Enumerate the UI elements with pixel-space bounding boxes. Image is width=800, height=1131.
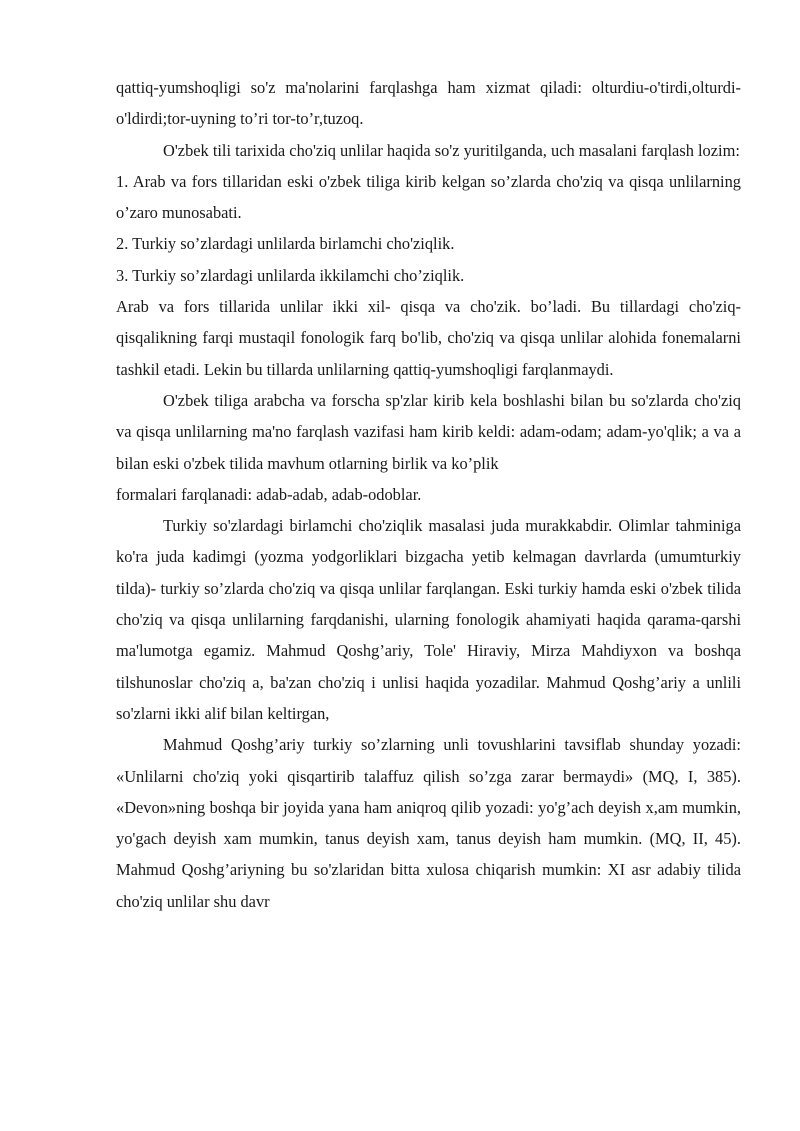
- paragraph-1: qattiq-yumshoqligi so'z ma'nolarini farqlashga ham xizmat qiladi: olturdiu-o'tirdi,olturdi-o'ldirdi;tor-uyning to’ri tor-to’r,tuzoq.: [116, 78, 741, 129]
- paragraph-6: Mahmud Qoshg’ariy turkiy so’zlarning unli tovushlarini tavsiflab shunday yozadi: «Unlilarni cho'ziq yoki qisqartirib talaffuz qilish so’zga zarar bermaydi» (MQ, I, 385). «Devon»ning boshqa bir joyida yana ham aniqroq qilib yozadi: yo'g’ach deyish x,am mumkin, yo'gach deyish xam mumkin, tanus deyish xam, tanus deyish ham mumkin. (MQ, II, 45). Mahmud Qoshg’ariyning bu so'zlaridan bitta xulosa chiqarish mumkin: XI asr adabiy tilida cho'ziq unlilar shu davr: [116, 735, 741, 911]
- document-page: [116, 72, 741, 917]
- paragraph-4: O'zbek tiliga arabcha va forscha sp'zlar kirib kela boshlashi bilan bu so'zlarda cho'ziq va qisqa unlilarning ma'no farqlash vazifasi ham kirib keldi: adam-odam; adam-yo'qlik; a va a bilan eski o'zbek tilida mavhum otlarning birlik va ko’plik: [116, 390, 741, 473]
- list-item-1: 1. Arab va fors tillaridan eski o'zbek tiliga kirib kelgan so’zlarda cho'ziq va qisqa unlilarning o’zaro munosabati.: [116, 171, 741, 223]
- paragraph-3: Arab va fors tillarida unlilar ikki xil- qisqa va cho'zik. bo’ladi. Bu tillardagi cho'ziq-qisqalikning farqi mustaqil fonologik farq bo'lib, cho'ziq va qisqa unlilar alohida fonemalarni tashkil etadi. Lekin bu tillarda unlilarning qattiq-yumshoqligi farqlanmaydi.: [116, 297, 741, 379]
- paragraph-4-continuation: formalari farqlanadi: adab-adab, adab-odoblar.: [116, 484, 422, 504]
- paragraph-2: O'zbek tili tarixida cho'ziq unlilar haqida so'z yuritilganda, uch masalani farqlash lozim:: [163, 140, 740, 160]
- list-item-2: 2. Turkiy so’zlardagi unlilarda birlamchi cho'ziqlik.: [116, 234, 455, 254]
- paragraph-5: Turkiy so'zlardagi birlamchi cho'ziqlik masalasi juda murakkabdir. Olimlar tahminiga ko'ra juda kadimgi (yozma yodgorliklari bizgacha yetib kelmagan davrlarda (umumturkiy tilda)- turkiy so’zlarda cho'ziq va qisqa unlilar farqlangan. Eski turkiy hamda eski o'zbek tilida cho'ziq va qisqa unlilarning farqdanishi, ularning fonologik ahamiyati haqida qarama-qarshi ma'lumotga egamiz. Mahmud Qoshg’ariy, Tole' Hiraviy, Mirza Mahdiyxon va boshqa tilshunoslar cho'ziq a, ba'zan cho'ziq i unlisi haqida yozadilar. Mahmud Qoshg’ariy a unlili so'zlarni ikki alif bilan keltirgan,: [116, 516, 741, 723]
- list-item-3: 3. Turkiy so’zlardagi unlilarda ikkilamchi cho’ziqlik.: [116, 265, 465, 285]
